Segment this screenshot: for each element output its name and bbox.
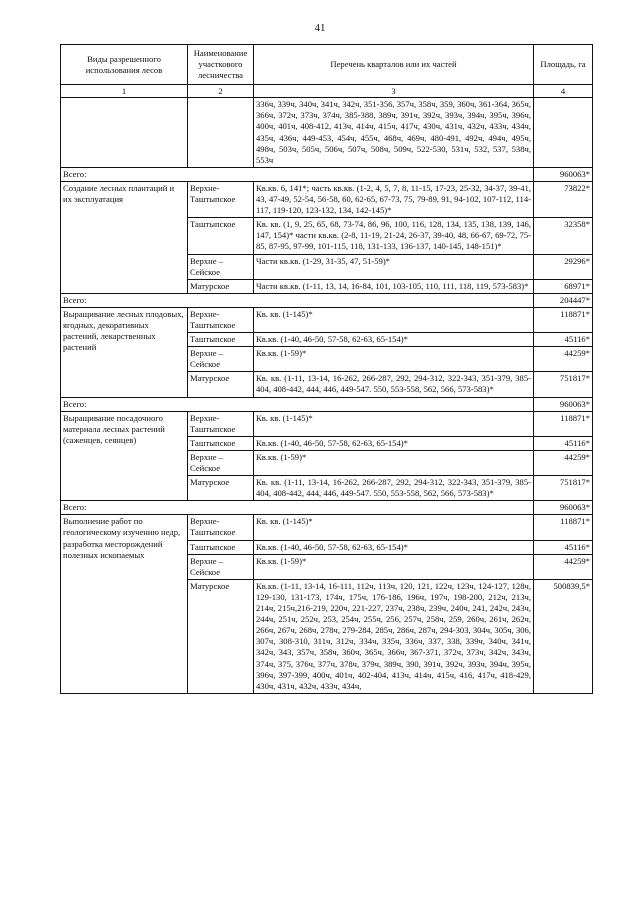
area-cell: 68971* <box>534 279 593 293</box>
forestry-cell: Верхне – Сейское <box>188 347 254 372</box>
total-value: 960063* <box>534 397 593 411</box>
col-number: 2 <box>188 85 254 98</box>
forest-use-table <box>60 44 593 694</box>
use-type-cell: Создание лесных плантаций и их эксплуатация <box>61 181 188 293</box>
total-value: 960063* <box>534 501 593 515</box>
forestry-cell: Таштыпское <box>188 333 254 347</box>
total-label: Всего: <box>61 501 534 515</box>
total-label: Всего: <box>61 293 534 307</box>
parcels-cell: Кв.кв. (1-59)* <box>254 554 534 579</box>
area-cell <box>534 98 593 168</box>
table-row <box>61 181 593 217</box>
forestry-cell: Верхне – Сейское <box>188 554 254 579</box>
area-cell: 45116* <box>534 540 593 554</box>
use-type-cell: Выращивание посадочного материала лесных растений (саженцев, сеянцев) <box>61 411 188 501</box>
total-row <box>61 167 593 181</box>
use-type-cell: Выполнение работ по геологическому изучению недр, разработка месторождений полезных ископаемых <box>61 515 188 693</box>
area-cell: 44259* <box>534 450 593 475</box>
forestry-cell: Матурское <box>188 279 254 293</box>
forestry-cell: Таштыпское <box>188 540 254 554</box>
use-type-cell: Выращивание лесных плодовых, ягодных, декоративных растений, лекарственных растений <box>61 307 188 397</box>
header-parcels: Перечень кварталов или их частей <box>254 45 534 85</box>
table-row <box>61 307 593 332</box>
area-cell: 751817* <box>534 372 593 397</box>
forestry-cell: Верхне-Таштыпское <box>188 307 254 332</box>
forestry-cell: Матурское <box>188 372 254 397</box>
parcels-cell: Кв.кв. 6, 141*; часть кв.кв. (1-2, 4, 5, 7, 8, 11-15, 17-23, 25-32, 34-37, 39-41, 43, 47-49, 52-54, 56-58, 60, 62-65, 67-73, 75, 79-89, 91, 94-102, 107-112, 114-117, 119-120, 123-132, 134, 142-145)* <box>254 181 534 217</box>
parcels-cell: Кв. кв. (1-11, 13-14, 16-262, 266-287, 292, 294-312, 322-343, 351-379, 385-404, 408-442, 444, 446, 449-547. 550, 553-558, 562, 566, 573-583)* <box>254 372 534 397</box>
forestry-cell <box>188 98 254 168</box>
area-cell: 32358* <box>534 218 593 254</box>
header-use-type: Виды разрешенного использования лесов <box>61 45 188 85</box>
table-row <box>61 411 593 436</box>
area-cell: 45116* <box>534 436 593 450</box>
total-value: 960063* <box>534 167 593 181</box>
table-row <box>61 98 593 168</box>
forestry-cell: Верхне-Таштыпское <box>188 515 254 540</box>
total-label: Всего: <box>61 167 534 181</box>
forestry-cell: Верхне – Сейское <box>188 450 254 475</box>
forestry-cell: Верхне – Сейское <box>188 254 254 279</box>
parcels-cell: 336ч, 339ч, 340ч, 341ч, 342ч, 351-356, 357ч, 358ч, 359, 360ч, 361-364, 365ч, 366ч, 372ч, 373ч, 374ч, 385-388, 389ч, 391ч, 392ч, 393ч, 394ч, 395ч, 396ч, 400ч, 401ч, 408-412, 413ч, 414ч, 415ч, 417ч, 430ч, 431ч, 432ч, 433ч, 434ч, 435ч, 436ч, 449-453, 454ч, 455ч, 468ч, 469ч, 480-491, 492ч, 494ч, 495ч, 498ч, 503ч, 505ч, 506ч, 507ч, 508ч, 509ч, 522-530, 531ч, 532, 537, 538ч, 553ч <box>254 98 534 168</box>
total-row <box>61 293 593 307</box>
forestry-cell: Верхне-Таштыпское <box>188 411 254 436</box>
table-header-row <box>61 45 593 85</box>
parcels-cell: Кв.кв. (1-59)* <box>254 347 534 372</box>
forestry-cell: Верхне-Таштыпское <box>188 181 254 217</box>
area-cell: 73822* <box>534 181 593 217</box>
parcels-cell: Кв. кв. (1-145)* <box>254 411 534 436</box>
forestry-cell: Матурское <box>188 579 254 693</box>
area-cell: 500839,5* <box>534 579 593 693</box>
parcels-cell: Кв.кв. (1-59)* <box>254 450 534 475</box>
parcels-cell: Кв.кв. (1-40, 46-50, 57-58, 62-63, 65-154)* <box>254 540 534 554</box>
col-number: 3 <box>254 85 534 98</box>
area-cell: 118871* <box>534 515 593 540</box>
table-row <box>61 515 593 540</box>
forestry-cell: Таштыпское <box>188 436 254 450</box>
total-row <box>61 501 593 515</box>
parcels-cell: Кв. кв. (1, 9, 25, 65, 68, 73-74, 86, 96, 100, 116, 128, 134, 135, 138, 139, 146, 147, 154)* части кв.кв. (2-8, 11-19, 21-24, 26-37, 39-40, 48, 66-67, 69-72, 75-85, 87-95, 97-99, 101-115, 118, 131-133, 136-137, 140-145, 148-151)* <box>254 218 534 254</box>
forestry-cell: Матурское <box>188 476 254 501</box>
page-number: 41 <box>314 22 326 34</box>
parcels-cell: Кв.кв. (1-40, 46-50, 57-58, 62-63, 65-154)* <box>254 333 534 347</box>
total-row <box>61 397 593 411</box>
parcels-cell: Части кв.кв. (1-29, 31-35, 47, 51-59)* <box>254 254 534 279</box>
header-area: Площадь, га <box>534 45 593 85</box>
column-number-row <box>61 85 593 98</box>
parcels-cell: Кв.кв. (1-40, 46-50, 57-58, 62-63, 65-154)* <box>254 436 534 450</box>
area-cell: 29296* <box>534 254 593 279</box>
area-cell: 751817* <box>534 476 593 501</box>
col-number: 1 <box>61 85 188 98</box>
parcels-cell: Кв. кв. (1-145)* <box>254 307 534 332</box>
area-cell: 118871* <box>534 411 593 436</box>
forestry-cell: Таштыпское <box>188 218 254 254</box>
col-number: 4 <box>534 85 593 98</box>
parcels-cell: Части кв.кв. (1-11, 13, 14, 16-84, 101, 103-105, 110, 111, 118, 119, 573-583)* <box>254 279 534 293</box>
area-cell: 118871* <box>534 307 593 332</box>
parcels-cell: Кв.кв. (1-11, 13-14, 16-111, 112ч, 113ч, 120, 121, 122ч, 123ч, 124-127, 128ч, 129-130, 131-173, 174ч, 175ч, 176-186, 196ч, 197ч, 198-200, 212ч, 213ч, 214ч, 215ч,216-219, 220ч, 221-227, 237ч, 238ч, 239ч, 240ч, 241, 242ч, 243ч, 244ч, 251ч, 252ч, 253, 254ч, 255ч, 256, 257ч, 258ч, 259, 260ч, 261ч, 262ч, 266ч, 267ч, 268ч, 278ч, 279-284, 285ч, 286ч, 287ч, 294-303, 304ч, 305ч, 306, 307ч, 308-310, 311ч, 312ч, 334ч, 335ч, 336ч, 337, 338, 339ч, 340ч, 341ч, 342ч, 343, 357ч, 358ч, 360ч, 365ч, 366ч, 367-371, 372ч, 373ч, 342ч, 343ч, 374ч, 375, 376ч, 377ч, 378ч, 379ч, 389ч, 390, 391ч, 392ч, 393ч, 394ч, 395ч, 396ч, 397-399, 400ч, 401ч, 402-404, 413ч, 414ч, 415ч, 416, 417ч, 418-429, 430ч, 431ч, 432ч, 433ч, 434ч, <box>254 579 534 693</box>
area-cell: 44259* <box>534 554 593 579</box>
parcels-cell: Кв. кв. (1-11, 13-14, 16-262, 266-287, 292, 294-312, 322-343, 351-379, 385-404, 408-442, 444, 446, 449-547. 550, 553-558, 562, 566, 573-583)* <box>254 476 534 501</box>
header-forestry: Наименование участкового лесничества <box>188 45 254 85</box>
parcels-cell: Кв. кв. (1-145)* <box>254 515 534 540</box>
total-label: Всего: <box>61 397 534 411</box>
use-type-cell <box>61 98 188 168</box>
total-value: 204447* <box>534 293 593 307</box>
area-cell: 44259* <box>534 347 593 372</box>
area-cell: 45116* <box>534 333 593 347</box>
